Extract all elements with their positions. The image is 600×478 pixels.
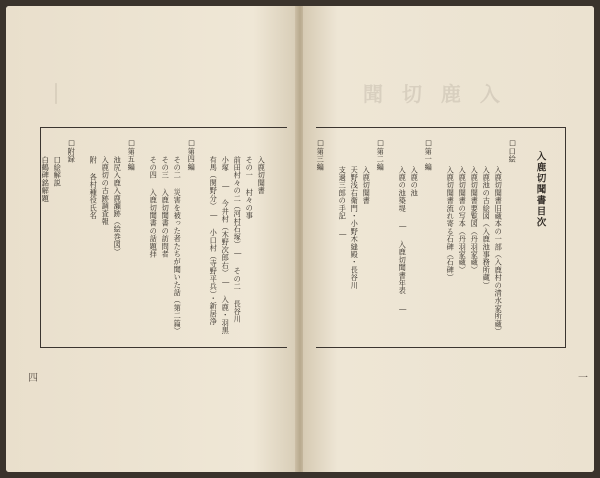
toc-section-label: □口絵 bbox=[508, 138, 518, 164]
toc-entry: 有馬（関野分）― 小口村（寺野平兵）・新居浄 bbox=[209, 156, 219, 326]
toc-entry: 口絵解説 bbox=[53, 156, 63, 187]
toc-entry: 入鹿の池築堤 ― 入鹿切聞書年表 ― bbox=[398, 166, 408, 314]
toc-section-label: □第五編 bbox=[127, 138, 137, 171]
toc-entry: 入鹿切聞書 bbox=[257, 156, 267, 195]
toc-entry: 前田村々の二（河村石塚）― その二 長谷川 bbox=[233, 156, 243, 324]
page-number-left: 四 bbox=[28, 373, 38, 384]
toc-section-label: □附録 bbox=[67, 138, 77, 164]
toc-entry: 入鹿切聞書流れ寄る石碑（石碑） bbox=[446, 166, 456, 282]
left-page bbox=[6, 6, 297, 472]
toc-entry: その二 災害を被った者たちが聞いた話（第二篇） bbox=[173, 156, 183, 335]
toc-entry: 支過三郎の手記 ― bbox=[338, 166, 348, 239]
toc-section-label: □第四編 bbox=[187, 138, 197, 171]
right-page bbox=[303, 6, 594, 472]
toc-entry: 白鶴碑銘解題 bbox=[41, 156, 51, 203]
bleed-through-text: 聞 切 鹿 入 bbox=[363, 82, 506, 106]
toc-entry: その一 村々の事 bbox=[245, 156, 255, 220]
toc-entry: 天野浅右衛門・小野木縫殿・長谷川 bbox=[350, 166, 360, 290]
toc-entry: その四 入鹿切聞書の話題拝 bbox=[149, 156, 159, 258]
toc-entry: 附 各村種役氏名 bbox=[89, 156, 99, 220]
toc-entry: 入鹿の池 bbox=[410, 166, 420, 197]
toc-entry: 池尻入鹿入鹿瀬跡（絵巻図） bbox=[113, 156, 123, 257]
toc-section-label: □第三編 bbox=[316, 138, 326, 171]
toc-entry: その三 入鹿切聞書の訪問者 bbox=[161, 156, 171, 258]
toc-section-label: □第一編 bbox=[424, 138, 434, 171]
book-spread bbox=[6, 6, 594, 472]
toc-entry: 小塚 ― 今井村（木野次郎右）― 入鹿・羽黒 bbox=[221, 156, 231, 335]
toc-title: 入鹿切聞書目次 bbox=[534, 151, 546, 228]
toc-entry: 入鹿切聞書旧蔵本の一部（入鹿村の清水家所蔵） bbox=[494, 166, 504, 336]
page-number-right: 一 bbox=[578, 373, 588, 384]
toc-entry: 入鹿池の古絵図（入鹿池事務所蔵） bbox=[482, 166, 492, 290]
toc-entry: 入鹿切聞書要覧図（丹羽家蔵） bbox=[470, 166, 480, 274]
toc-entry: 入鹿切の古跡調査報 bbox=[101, 156, 111, 226]
bleed-through-text: ｜ bbox=[46, 82, 72, 106]
toc-section-label: □第二編 bbox=[376, 138, 386, 171]
toc-entry: 入鹿切聞書 bbox=[362, 166, 372, 205]
toc-entry: 入鹿切聞書の写本（丹羽家蔵） bbox=[458, 166, 468, 274]
